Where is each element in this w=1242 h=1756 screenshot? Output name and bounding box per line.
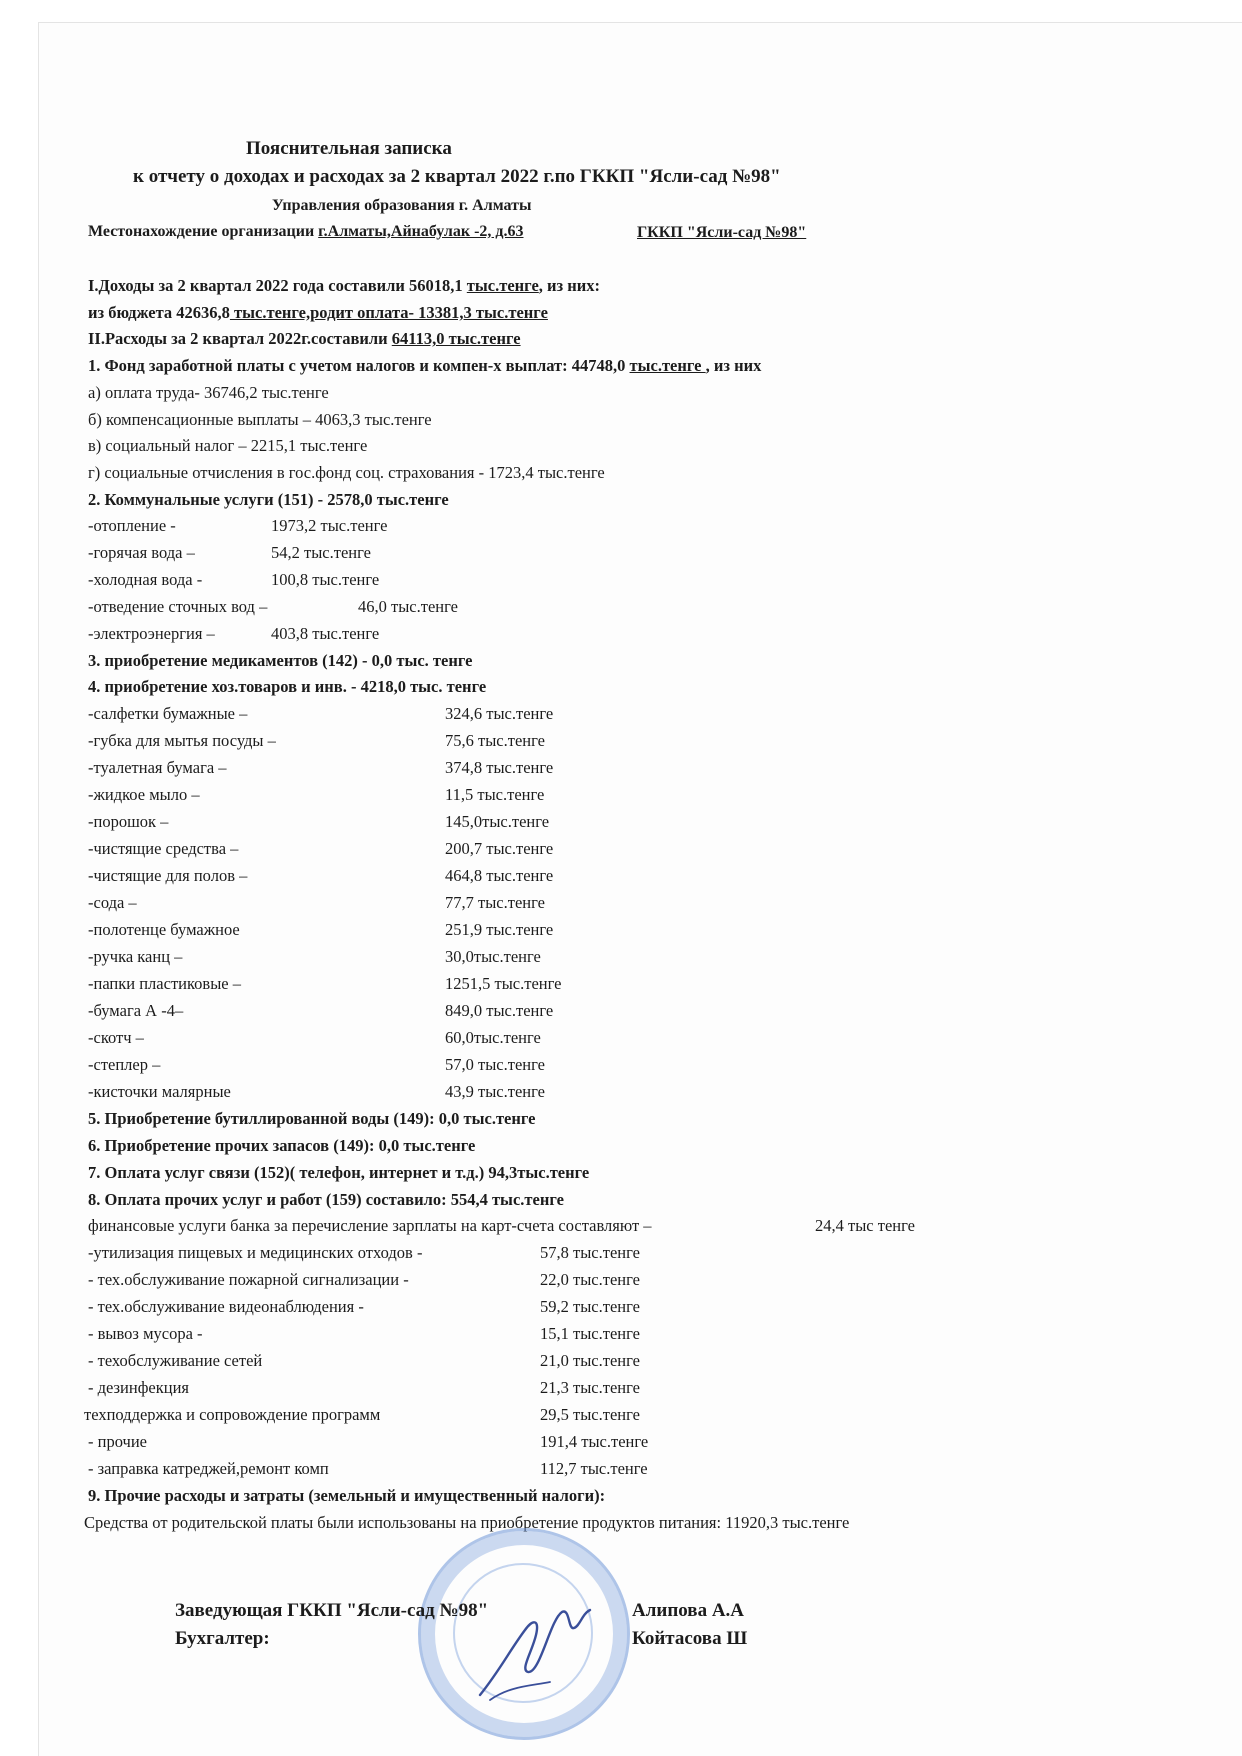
supply-value: 75,6 тыс.тенге: [445, 731, 545, 750]
section-1-item: г) социальные отчисления в гос.фонд соц. страхования - 1723,4 тыс.тенге: [88, 463, 605, 482]
bank-fee-label: финансовые услуги банка за перечисление зарплаты на карт-счета составляют –: [88, 1216, 652, 1235]
section-6-title: 6. Приобретение прочих запасов (149): 0,0 тыс.тенге: [88, 1136, 476, 1155]
utility-value: 46,0 тыс.тенге: [358, 597, 458, 616]
supply-label: -кисточки малярные: [88, 1082, 231, 1101]
supply-label: -ручка канц –: [88, 947, 183, 966]
supply-label: -жидкое мыло –: [88, 785, 200, 804]
section-4-title: 4. приобретение хоз.товаров и инв. - 4218,0 тыс. тенге: [88, 677, 487, 696]
service-value: 22,0 тыс.тенге: [540, 1270, 640, 1289]
section-1-item: в) социальный налог – 2215,1 тыс.тенге: [88, 436, 368, 455]
service-value: 15,1 тыс.тенге: [540, 1324, 640, 1343]
location-label: Местонахождение организации: [88, 223, 319, 240]
utility-label: -электроэнергия –: [88, 624, 215, 643]
supply-label: -порошок –: [88, 812, 169, 831]
utility-label: -холодная вода -: [88, 570, 203, 589]
supply-value: 251,9 тыс.тенге: [445, 920, 554, 939]
expenses-label: II.Расходы за 2 квартал 2022г.составили: [88, 329, 392, 348]
service-value: 59,2 тыс.тенге: [540, 1297, 640, 1316]
utility-label: -отопление -: [88, 516, 176, 535]
accountant-role: Бухгалтер:: [175, 1628, 270, 1649]
department: Управления образования г. Алматы: [272, 197, 532, 214]
supply-value: 464,8 тыс.тенге: [445, 866, 554, 885]
income-budget: из бюджета 42636,8: [88, 303, 230, 322]
supply-label: -сода –: [88, 893, 137, 912]
section-1-suffix: , из них: [705, 356, 762, 375]
service-label: - вывоз мусора -: [88, 1324, 203, 1343]
supply-label: -чистящие для полов –: [88, 866, 248, 885]
service-label: - прочие: [88, 1432, 147, 1451]
service-label: техподдержка и сопровождение программ: [84, 1405, 381, 1424]
section-3-title: 3. приобретение медикаментов (142) - 0,0 тыс. тенге: [88, 651, 473, 670]
org-name: ГККП "Ясли-сад №98": [637, 224, 807, 241]
utility-value: 403,8 тыс.тенге: [271, 624, 380, 643]
supply-label: -полотенце бумажное: [88, 920, 240, 939]
utility-value: 100,8 тыс.тенге: [271, 570, 380, 589]
supply-value: 374,8 тыс.тенге: [445, 758, 554, 777]
accountant-name: Койтасова Ш: [632, 1628, 748, 1649]
expenses-line: [88, 328, 521, 350]
supply-label: -салфетки бумажные –: [88, 704, 248, 723]
supply-value: 60,0тыс.тенге: [445, 1028, 541, 1047]
service-label: - заправка катреджей,ремонт комп: [88, 1459, 329, 1478]
section-1-item: б) компенсационные выплаты – 4063,3 тыс.тенге: [88, 410, 432, 429]
supply-value: 200,7 тыс.тенге: [445, 839, 554, 858]
section-2-title: 2. Коммунальные услуги (151) - 2578,0 тыс.тенге: [88, 490, 449, 509]
section-7-title: 7. Оплата услуг связи (152)( телефон, интернет и т.д.) 94,3тыс.тенге: [88, 1163, 590, 1182]
section-5-title: 5. Приобретение бутиллированной воды (149): 0,0 тыс.тенге: [88, 1109, 536, 1128]
service-value: 21,3 тыс.тенге: [540, 1378, 640, 1397]
service-value: 29,5 тыс.тенге: [540, 1405, 640, 1424]
service-value: 191,4 тыс.тенге: [540, 1432, 649, 1451]
income-total: I.Доходы за 2 квартал 2022 года составили 56018,1: [88, 276, 467, 295]
service-value: 21,0 тыс.тенге: [540, 1351, 640, 1370]
income-line-2: [88, 302, 548, 324]
supply-value: 324,6 тыс.тенге: [445, 704, 554, 723]
signature-icon: [470, 1590, 610, 1710]
head-name: Алипова А.А: [632, 1600, 745, 1621]
head-role: Заведующая ГККП "Ясли-сад №98": [175, 1600, 489, 1621]
supply-value: 1251,5 тыс.тенге: [445, 974, 562, 993]
location-value: г.Алматы,Айнабулак -2, д.63: [318, 223, 524, 240]
supply-value: 43,9 тыс.тенге: [445, 1082, 545, 1101]
income-parent-fee: тыс.тенге,родит оплата- 13381,3 тыс.тенге: [229, 303, 548, 322]
supply-label: -бумага А -4–: [88, 1001, 184, 1020]
supply-value: 77,7 тыс.тенге: [445, 893, 545, 912]
section-1-unit: тыс.тенге: [629, 356, 706, 375]
section-1-title: [88, 355, 761, 377]
income-line-1: [88, 275, 600, 297]
service-label: - тех.обслуживание пожарной сигнализации -: [88, 1270, 409, 1289]
service-label: - тех.обслуживание видеонаблюдения -: [88, 1297, 364, 1316]
service-value: 57,8 тыс.тенге: [540, 1243, 640, 1262]
bank-fee-value: 24,4 тыс тенге: [815, 1216, 915, 1235]
supply-label: -степлер –: [88, 1055, 161, 1074]
supply-label: -скотч –: [88, 1028, 144, 1047]
service-label: - техобслуживание сетей: [88, 1351, 263, 1370]
section-1-item: а) оплата труда- 36746,2 тыс.тенге: [88, 383, 329, 402]
supply-label: -туалетная бумага –: [88, 758, 227, 777]
utility-value: 1973,2 тыс.тенге: [271, 516, 388, 535]
utility-label: -отведение сточных вод –: [88, 597, 268, 616]
service-label: - дезинфекция: [88, 1378, 189, 1397]
supply-label: -губка для мытья посуды –: [88, 731, 276, 750]
section-9-title: 9. Прочие расходы и затраты (земельный и имущественный налоги):: [88, 1486, 606, 1505]
parent-fee-note: Средства от родительской платы были использованы на приобретение продуктов питания: 11920,3 тыс.тенге: [84, 1513, 850, 1532]
supply-value: 145,0тыс.тенге: [445, 812, 550, 831]
supply-label: -чистящие средства –: [88, 839, 239, 858]
service-value: 112,7 тыс.тенге: [540, 1459, 648, 1478]
supply-value: 30,0тыс.тенге: [445, 947, 541, 966]
income-suffix: , из них:: [538, 276, 601, 295]
supply-value: 849,0 тыс.тенге: [445, 1001, 554, 1020]
utility-label: -горячая вода –: [88, 543, 195, 562]
section-8-title: 8. Оплата прочих услуг и работ (159) составило: 554,4 тыс.тенге: [88, 1190, 564, 1209]
expenses-total: 64113,0 тыс.тенге: [391, 329, 521, 348]
supply-label: -папки пластиковые –: [88, 974, 241, 993]
income-unit: тыс.тенге: [466, 276, 539, 295]
supply-value: 11,5 тыс.тенге: [445, 785, 545, 804]
page-subtitle: к отчету о доходах и расходах за 2 квартал 2022 г.по ГККП "Ясли-сад №98": [133, 166, 781, 187]
utility-value: 54,2 тыс.тенге: [271, 543, 371, 562]
location-line: [88, 221, 524, 243]
page-title: Пояснительная записка: [246, 138, 452, 159]
service-label: -утилизация пищевых и медицинских отходов -: [88, 1243, 423, 1262]
supply-value: 57,0 тыс.тенге: [445, 1055, 545, 1074]
section-1-label: 1. Фонд заработной платы с учетом налогов и компен-х выплат: 44748,0: [88, 356, 630, 375]
